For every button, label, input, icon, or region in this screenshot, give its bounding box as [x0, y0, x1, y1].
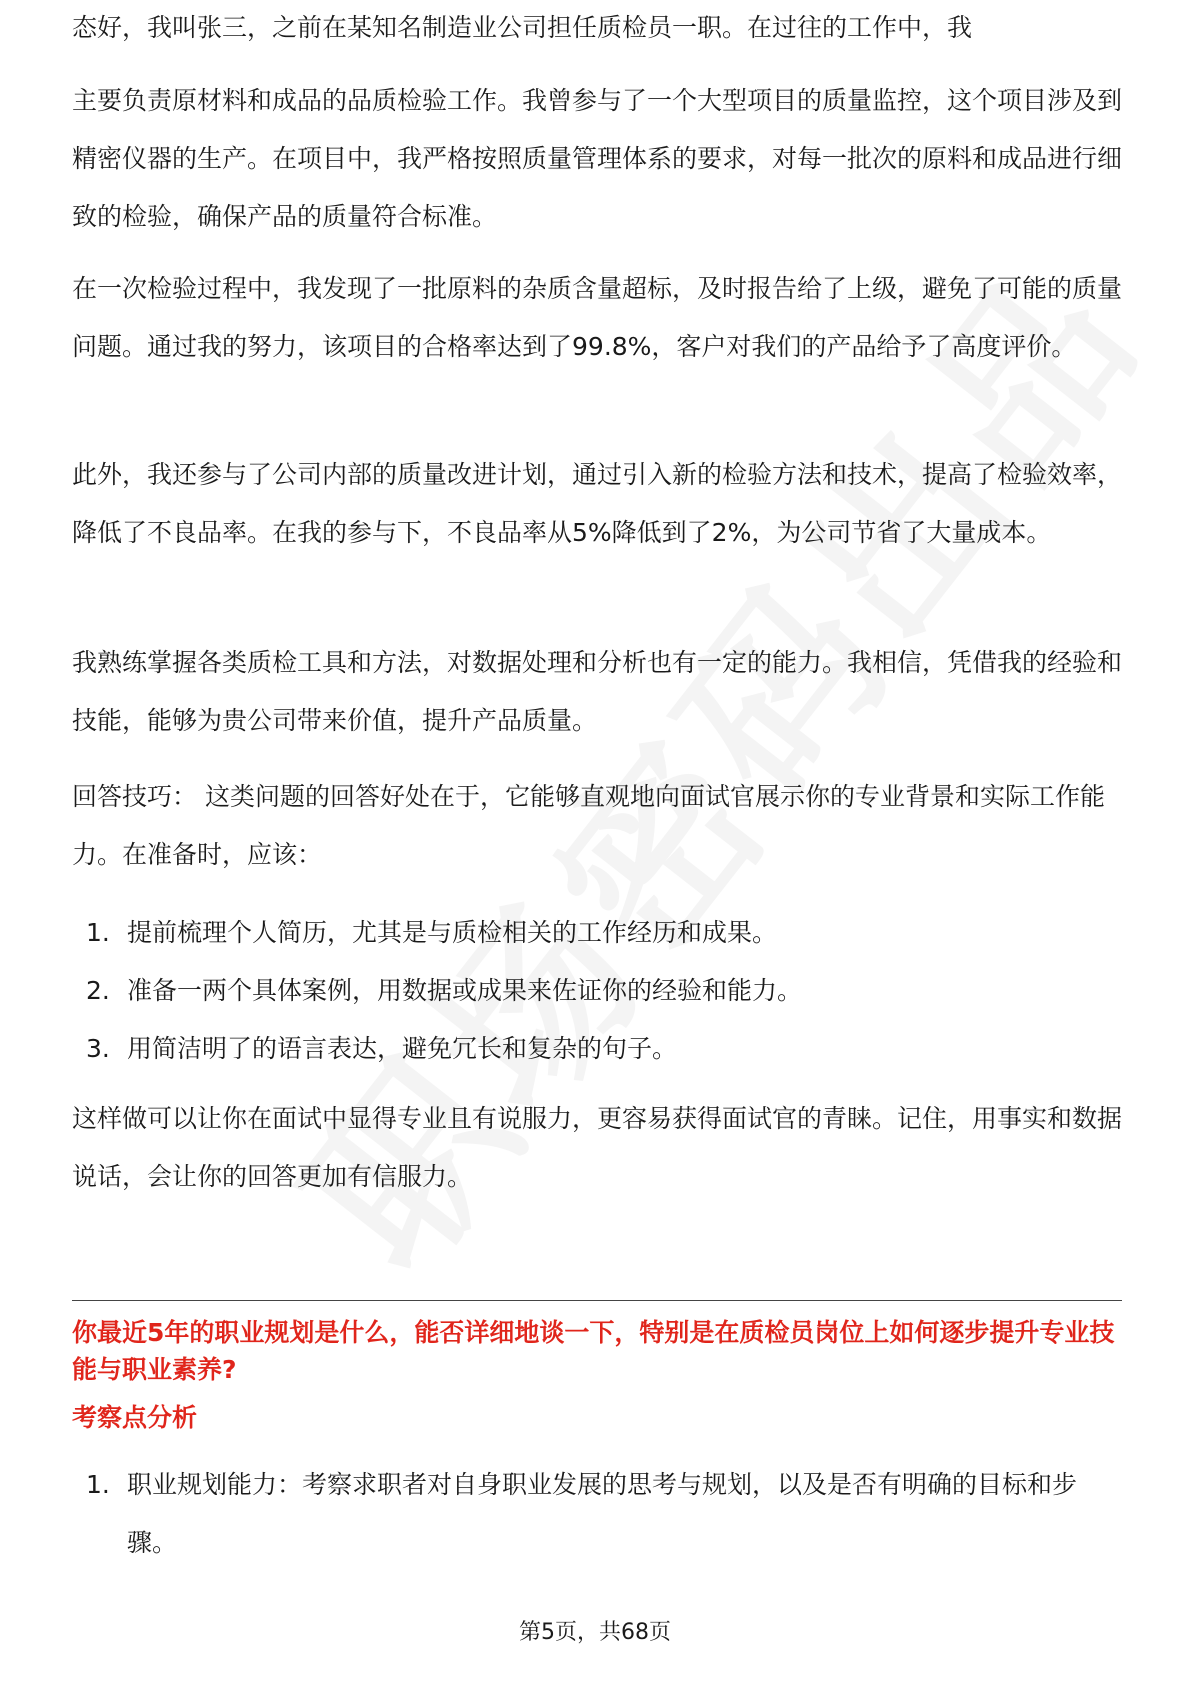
list-item-number: 2. [86, 976, 110, 1005]
list-item [72, 904, 1122, 962]
list-item-number: 1. [86, 1470, 110, 1499]
analysis-list [72, 1456, 1122, 1572]
list-item-text: 提前梳理个人简历，尤其是与质检相关的工作经历和成果。 [127, 918, 778, 947]
paragraph-skills: 我熟练掌握各类质检工具和方法，对数据处理和分析也有一定的能力。我相信，凭借我的经验和技能，能够为贵公司带来价值，提升产品质量。 [72, 648, 1123, 735]
list-item [72, 1020, 1122, 1078]
paragraph-experience: 主要负责原材料和成品的品质检验工作。我曾参与了一个大型项目的质量监控，这个项目涉及到精密仪器的生产。在项目中，我严格按照质量管理体系的要求，对每一批次的原料和成品进行细致的检验，确保产品的质量符合标准。 [72, 86, 1123, 231]
list-item-text: 用简洁明了的语言表达，避免冗长和复杂的句子。 [127, 1034, 678, 1063]
list-item-number: 3. [86, 1034, 110, 1063]
paragraph-answer-tips: 回答技巧： 这类问题的回答好处在于，它能够直观地向面试官展示你的专业背景和实际工作能力。在准备时，应该： [72, 782, 1105, 869]
list-item-number: 1. [86, 918, 110, 947]
list-item-text: 职业规划能力：考察求职者对自身职业发展的思考与规划，以及是否有明确的目标和步骤。 [127, 1470, 1078, 1557]
list-item [72, 962, 1122, 1020]
list-item [72, 1456, 1122, 1572]
cut-off-text-line [72, 13, 1122, 58]
analysis-heading: 考察点分析 [72, 1403, 198, 1432]
interview-question: 你最近5年的职业规划是什么，能否详细地谈一下，特别是在质检员岗位上如何逐步提升专业技能与职业素养? [72, 1318, 1115, 1384]
paragraph-closing: 这样做可以让你在面试中显得专业且有说服力，更容易获得面试官的青睐。记住，用事实和数据说话，会让你的回答更加有信服力。 [72, 1104, 1123, 1191]
page-number-footer: 第5页，共68页 [519, 1620, 671, 1645]
cut-off-text: 态好，我叫张三，之前在某知名制造业公司担任质检员一职。在过往的工作中，我 [72, 13, 973, 42]
paragraph-improvement: 此外，我还参与了公司内部的质量改进计划，通过引入新的检验方法和技术，提高了检验效率，降低了不良品率。在我的参与下，不良品率从5%降低到了2%，为公司节省了大量成本。 [72, 460, 1123, 547]
document-page [72, 0, 1122, 1684]
section-divider [72, 1300, 1122, 1301]
tips-list [72, 904, 1122, 1078]
paragraph-inspection-case: 在一次检验过程中，我发现了一批原料的杂质含量超标，及时报告给了上级，避免了可能的质量问题。通过我的努力，该项目的合格率达到了99.8%，客户对我们的产品给予了高度评价。 [72, 274, 1123, 361]
list-item-text: 准备一两个具体案例，用数据或成果来佐证你的经验和能力。 [127, 976, 803, 1005]
